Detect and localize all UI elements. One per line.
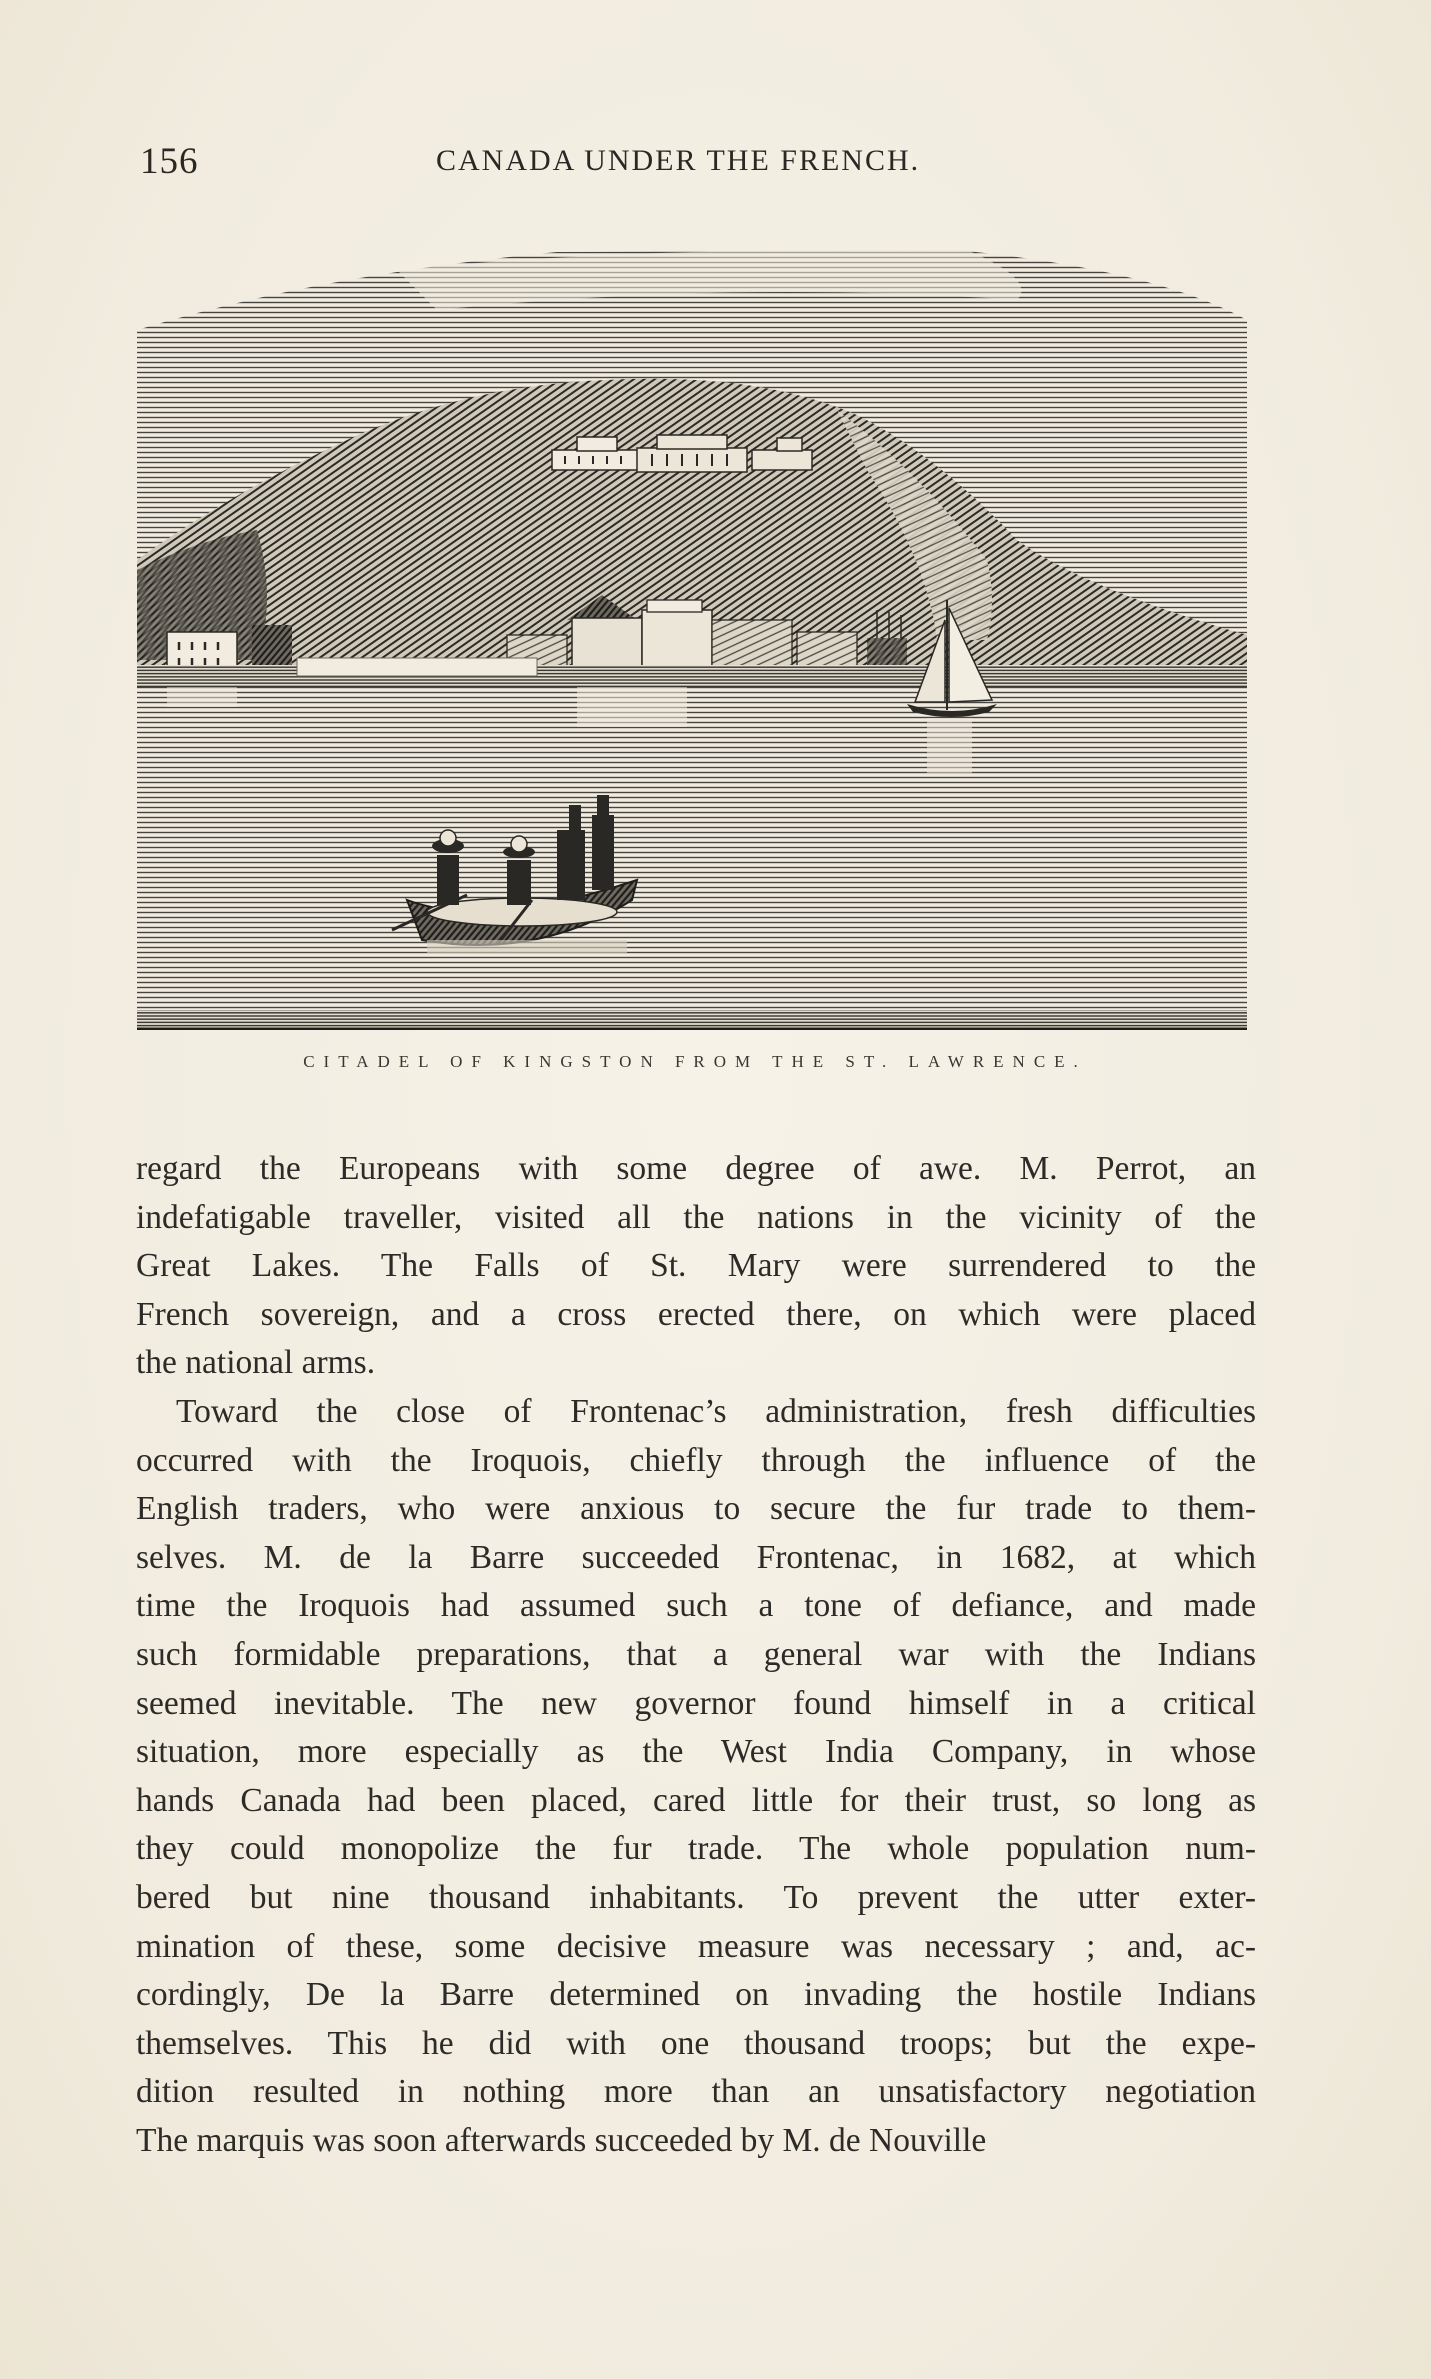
page-number: 156: [140, 141, 199, 182]
text-line: English traders, who were anxious to secure the fur trade to them-: [136, 1490, 1256, 1528]
text-line: seemed inevitable. The new governor found himself in a critical: [136, 1684, 1256, 1722]
text-line: the national arms.: [136, 1344, 376, 1382]
text-line: regard the Europeans with some degree of awe. M. Perrot, an: [136, 1150, 1256, 1187]
text-line: selves. M. de la Barre succeeded Frontenac, in 1682, at which: [136, 1538, 1256, 1576]
text-line: such formidable preparations, that a general war with the Indians: [136, 1635, 1256, 1673]
text-line: mination of these, some decisive measure was necessary ; and, ac-: [136, 1927, 1256, 1965]
page-header: [140, 140, 1250, 190]
text-line: themselves. This he did with one thousand troops; but the expe-: [136, 2024, 1256, 2062]
text-line: they could monopolize the fur trade. The whole population num-: [136, 1830, 1256, 1868]
engraving-illustration: [137, 240, 1253, 1030]
text-line: cordingly, De la Barre determined on invading the hostile Indians: [136, 1976, 1256, 2014]
body-text: [136, 1145, 1256, 2165]
text-line: hands Canada had been placed, cared little for their trust, so long as: [136, 1781, 1256, 1819]
text-line: indefatigable traveller, visited all the nations in the vicinity of the: [136, 1198, 1256, 1236]
text-line: bered but nine thousand inhabitants. To prevent the utter exter-: [136, 1878, 1256, 1916]
text-line: The marquis was soon afterwards succeeded by M. de Nouville: [136, 2121, 987, 2159]
text-line: dition resulted in nothing more than an unsatisfactory negotiation: [136, 2073, 1256, 2111]
running-head: CANADA UNDER THE FRENCH.: [436, 144, 921, 177]
text-line: occurred with the Iroquois, chiefly through the influence of the: [136, 1441, 1256, 1479]
text-line: Great Lakes. The Falls of St. Mary were surrendered to the: [136, 1247, 1256, 1285]
river-water: [137, 687, 1247, 1030]
text-line: situation, more especially as the West India Company, in whose: [136, 1733, 1256, 1771]
text-line: Toward the close of Frontenac’s administration, fresh difficulties: [176, 1392, 1256, 1430]
text-line: time the Iroquois had assumed such a tone of defiance, and made: [136, 1587, 1256, 1625]
figure-caption: CITADEL OF KINGSTON FROM THE ST. LAWRENCE.: [303, 1052, 1087, 1071]
text-line: French sovereign, and a cross erected there, on which were placed: [136, 1295, 1256, 1333]
